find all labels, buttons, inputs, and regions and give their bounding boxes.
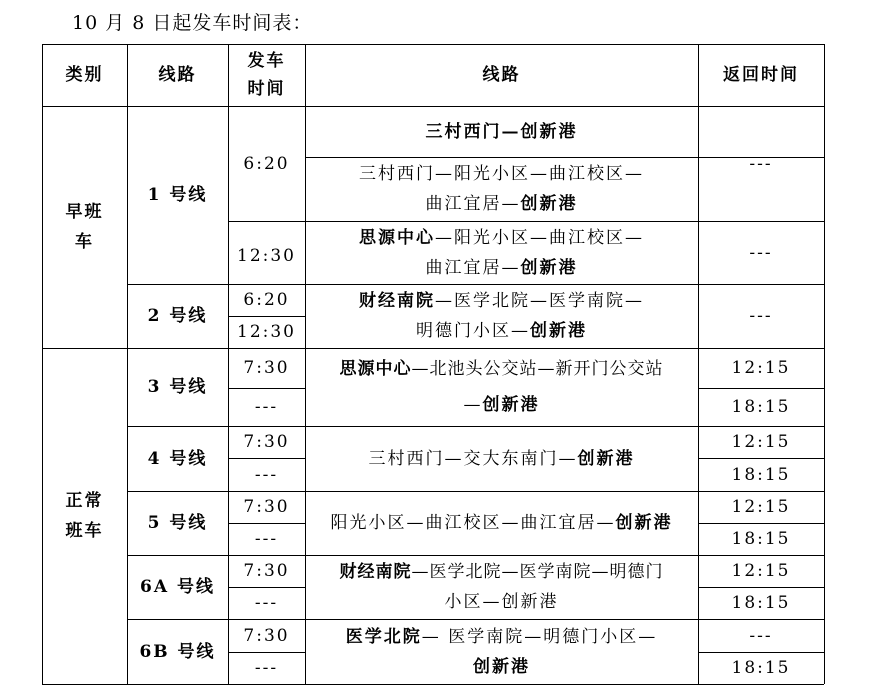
route-1c: 思源中心—阳光小区—曲江校区— 曲江宜居—创新港 <box>359 227 644 278</box>
depart-time: 7:30 <box>243 625 290 646</box>
route-4: 三村西门—交大东南门— 创新港 <box>368 448 635 469</box>
return-time: --- <box>749 625 773 646</box>
line-4: 4 号线 <box>147 448 208 469</box>
line-6a: 6A 号线 <box>140 577 215 597</box>
return-time: --- <box>749 306 773 326</box>
depart-time: 6:20 <box>243 153 290 174</box>
route-6b: 医学北院— 医学南院—明德门小区— 创新港 <box>345 626 658 677</box>
depart-time: 12:30 <box>237 245 296 266</box>
category-early: 早班 车 <box>65 202 104 252</box>
return-time: 18:15 <box>731 658 791 678</box>
return-time: 12:15 <box>731 358 791 378</box>
route-3: 思源中心—北池头公交站—新开门公交站 —创新港 <box>339 359 664 415</box>
header-depart-time: 发车 时间 <box>247 51 286 99</box>
return-time: 18:15 <box>731 464 791 485</box>
depart-time: 6:20 <box>243 290 290 310</box>
depart-time: 7:30 <box>243 358 290 378</box>
line-5: 5 号线 <box>147 513 208 533</box>
route-1b: 三村西门—阳光小区—曲江校区— 曲江宜居—创新港 <box>359 164 644 214</box>
line-6b: 6B 号线 <box>139 641 216 662</box>
route-1a: 三村西门—创新港 <box>425 121 578 142</box>
return-time: --- <box>749 153 773 174</box>
depart-time: --- <box>254 529 279 549</box>
category-regular: 正常 班车 <box>65 491 104 541</box>
depart-time: 12:30 <box>237 322 296 342</box>
return-time: 18:15 <box>731 529 791 549</box>
page-title: 10 月 8 日起发车时间表： <box>72 12 313 34</box>
depart-time: --- <box>254 397 279 417</box>
header-return-time: 返回时间 <box>723 65 799 85</box>
depart-time: --- <box>254 593 279 613</box>
return-time: --- <box>749 242 773 263</box>
header-category: 类别 <box>65 65 104 85</box>
return-time: 12:15 <box>731 432 791 452</box>
return-time: 12:15 <box>731 497 791 517</box>
route-5: 阳光小区—曲江校区—曲江宜居— 创新港 <box>330 513 673 533</box>
route-6a: 财经南院—医学北院—医学南院—明德门 小区—创新港 <box>339 562 664 612</box>
header-line: 线路 <box>158 65 197 85</box>
depart-time: 7:30 <box>243 497 290 517</box>
return-time: 12:15 <box>731 561 791 581</box>
line-1: 1 号线 <box>147 185 208 205</box>
depart-time: --- <box>254 658 279 678</box>
line-2: 2 号线 <box>147 306 208 326</box>
header-route: 线路 <box>482 65 521 85</box>
route-2: 财经南院—医学北院—医学南院— 明德门小区—创新港 <box>359 291 644 341</box>
depart-time: 7:30 <box>243 432 290 452</box>
depart-time: --- <box>254 464 279 485</box>
depart-time: 7:30 <box>243 561 290 581</box>
return-time: 18:15 <box>731 397 791 417</box>
return-time: 18:15 <box>731 593 791 613</box>
line-3: 3 号线 <box>147 377 208 397</box>
